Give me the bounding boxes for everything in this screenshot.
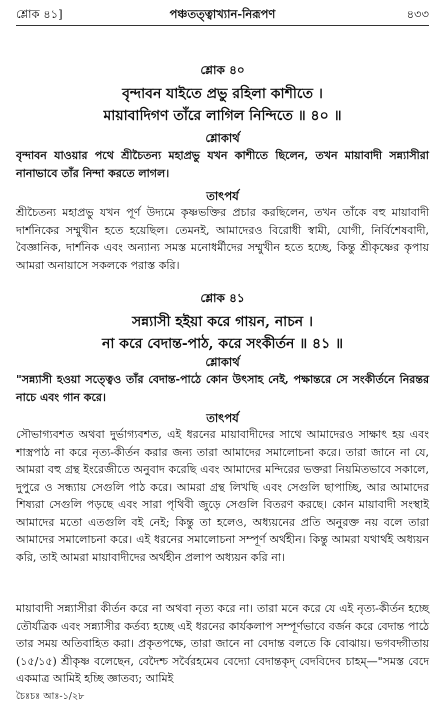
verse-41-line-1: সন্ন্যাসী হইয়া করে গায়ন, নাচন । [131, 314, 314, 330]
verse-40-purport-label: তাৎপর্য [206, 189, 239, 203]
verse-41-translation-label: শ্লোকার্থ [205, 355, 240, 369]
verse-41-number: শ্লোক ৪১ [200, 291, 245, 305]
verse-41-purport-label: তাৎপর্য [206, 411, 239, 425]
verse-40-translation-label: শ্লোকার্থ [205, 131, 240, 145]
header-chapter-title: পঞ্চতত্ত্বাখ্যান-নিরূপণ [169, 7, 276, 21]
verse-40-translation: বৃন্দাবন যাওয়ার পথে শ্রীচৈতন্য মহাপ্রভু যখন কাশীতে ছিলেন, তখন মায়াবাদী সন্ন্যাসীরা নানাভাবে তাঁর নিন্দা করতে লাগল। [16, 149, 429, 180]
verse-41-purport-paragraph-2: মায়াবাদী সন্ন্যাসীরা কীর্তন করে না অথবা নৃত্য করে না। তারা মনে করে যে এই নৃত্য-কীর্তন হচ্ছে তৌর্যত্রিক এবং সন্ন্যাসীর কর্তব্য হচ্ছে এই ধরনের কার্যকলাপ সম্পূর্ণভাবে বর্জন করে বেদান্ত পাঠে তার সময় অতিবাহিত করা। প্রকৃতপক্ষে, তারা জানে না বেদান্ত বলতে কি বোঝায়। ভগবদ্গীতায় (১৫/১৫) শ্রীকৃষ্ণ বলেছেন, বেদৈশ্চ সর্বৈরহমেব বেদ্যো বেদান্তকৃদ্ বেদবিদেব চাহম্—"সমস্ত বেদে একমাত্র আমিই হচ্ছি জ্ঞাতব্য; আমিই [16, 602, 429, 685]
verse-41-translation: "সন্ন্যাসী হওয়া সত্ত্বেও তাঁর বেদান্ত-পাঠে কোন উৎসাহ নেই, পক্ষান্তরে সে সংকীর্তনে নিরন্তর নাচে এবং গান করে। [16, 373, 429, 404]
running-header [16, 6, 429, 24]
verse-41-purport-paragraph-1: সৌভাগ্যবশত অথবা দুর্ভাগ্যবশত, এই ধরনের মায়াবাদীদের সাথে আমাদেরও সাক্ষাৎ হয় এবং শাস্ত্রপাঠ না করে নৃত্য-কীর্তন করার জন্য তারা আমাদের সমালোচনা করে। তারা জানে না যে, আমরা বহু গ্রন্থ ইংরেজীতে অনুবাদ করেছি এবং আমাদের মন্দিরের ভক্তরা নিয়মিতভাবে সকালে, দুপুরে ও সন্ধ্যায় সেগুলি পাঠ করে। আমরা গ্রন্থ লিখছি এবং সেগুলি ছাপাচ্ছি, আর আমাদের শিষ্যরা সেগুলি পড়ছে এবং সারা পৃথিবী জুড়ে সেগুলি বিতরণ করছে। কোন মায়াবাদী সংস্থাই আমাদের মতো এতগুলি বই নেই; কিন্তু তা হলেও, অধ্যয়নের প্রতি অনুরক্ত নয় বলে তারা আমাদের সমালোচনা করে। এই ধরনের সমালোচনা সম্পূর্ণ অর্থহীন। কিন্তু আমরা যথার্থই অধ্যয়ন করি, তাই আমরা মায়াবাদীদের অর্থহীন প্রলাপ অধ্যয়ন করি না। [16, 428, 429, 564]
verse-40-line-1: বৃন্দাবন যাইতে প্রভু রহিলা কাশীতে । [122, 86, 323, 102]
verse-40-purport: শ্রীচৈতন্য মহাপ্রভু যখন পূর্ণ উদ্যমে কৃষ্ণভক্তির প্রচার করছিলেন, তখন তাঁকে বহু মায়াবাদী দার্শনিকের সম্মুখীন হতে হয়েছিল। তেমনই, আমাদেরও বিরোধী স্বামী, যোগী, নির্বিশেষবাদী, বৈজ্ঞানিক, দার্শনিক এবং অন্যান্য সমস্ত মনোধর্মীদের সম্মুখীন হতে হচ্ছে, কিন্তু শ্রীকৃষ্ণের কৃপায় আমরা অনায়াসে সকলকে পরাস্ত করি। [16, 206, 429, 272]
page-number: ৪৩৩ [406, 7, 429, 21]
verse-41-line-2: না করে বেদান্ত-পাঠ, করে সংকীর্তন ॥ ৪১ ॥ [102, 336, 343, 352]
verse-40-line-2: মায়াবাদিগণ তাঁরে লাগিল নিন্দিতে ॥ ৪০ ॥ [103, 108, 342, 124]
header-divider [16, 25, 429, 26]
footer-reference: চৈঃচঃ আঃ-১/২৮ [16, 691, 85, 702]
header-verse-ref: শ্লোক ৪১] [16, 7, 63, 21]
verse-40-number: শ্লোক ৪০ [200, 63, 245, 77]
